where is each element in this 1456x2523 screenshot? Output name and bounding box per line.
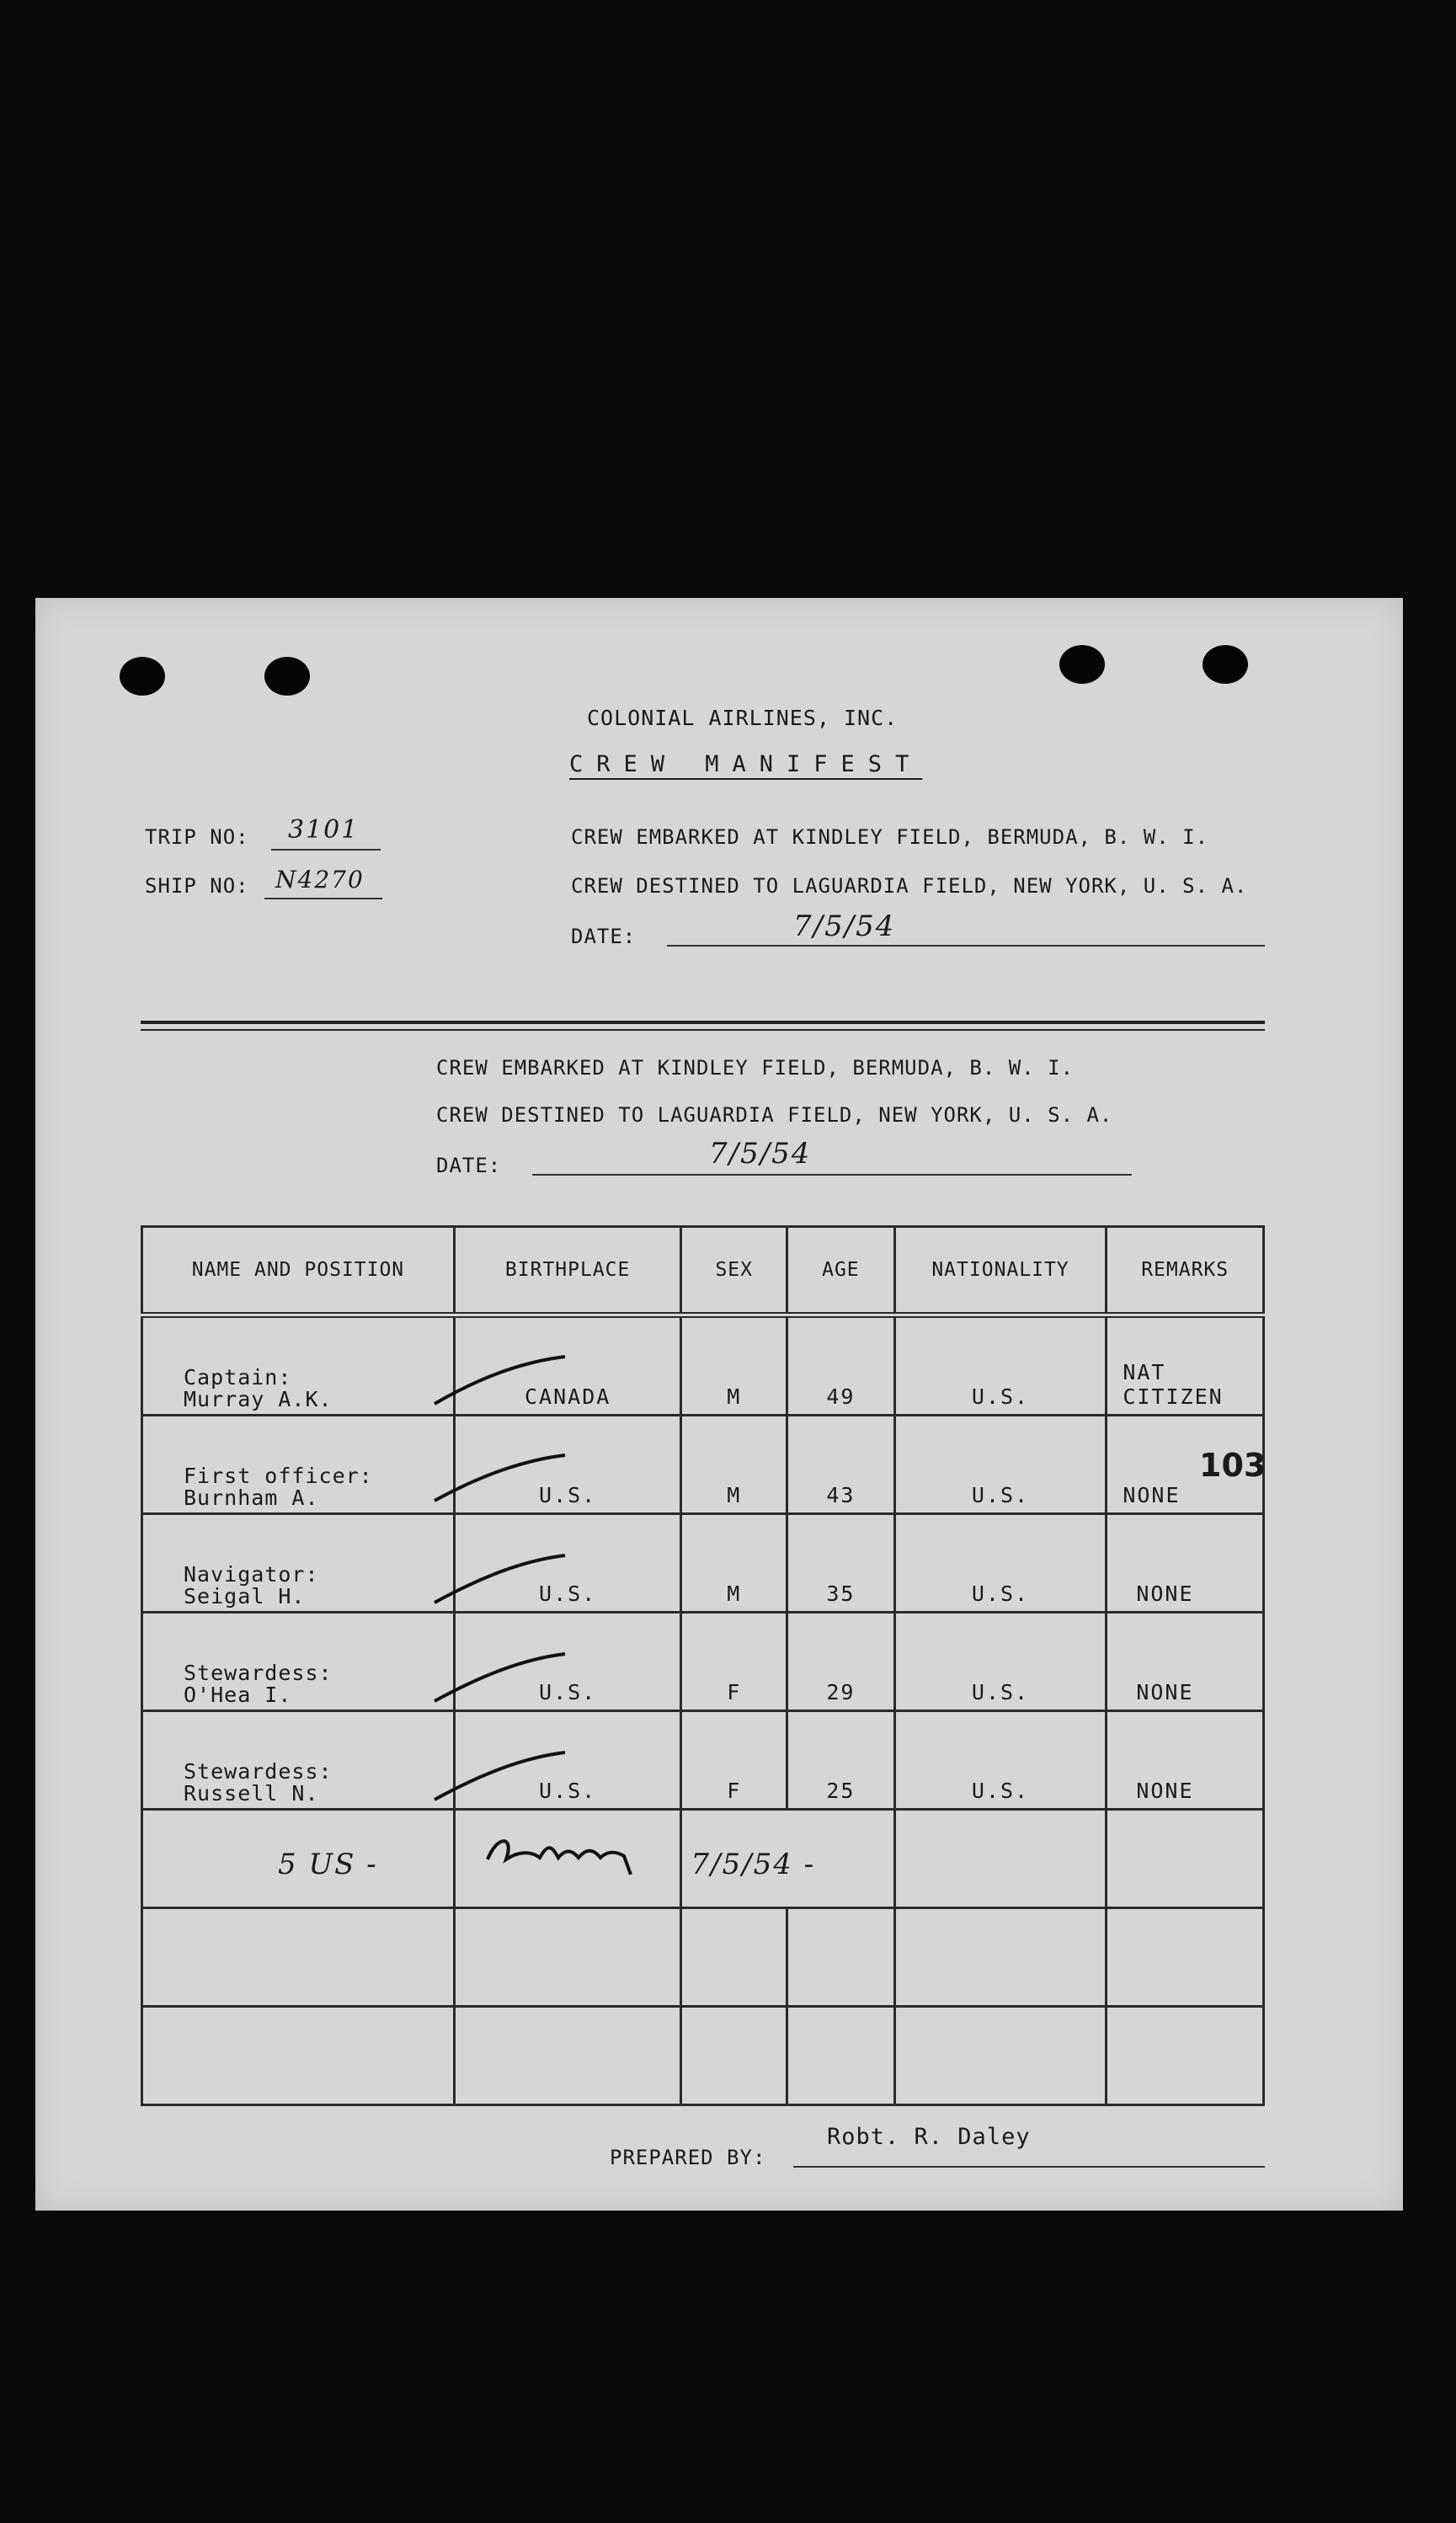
- birthplace-cell: U.S.: [539, 1680, 597, 1704]
- birthplace-cell: U.S.: [539, 1483, 597, 1507]
- age-cell: 29: [826, 1680, 856, 1704]
- table-row: [142, 1514, 1264, 1613]
- top-date-label: DATE:: [571, 925, 637, 948]
- top-embarked-line: CREW EMBARKED AT KINDLEY FIELD, BERMUDA, B. W. I.: [571, 825, 1209, 849]
- manifest-page: [35, 598, 1403, 2211]
- punch-hole: [120, 657, 165, 696]
- column-header: NATIONALITY: [894, 1227, 1107, 1315]
- crew-name-position: Navigator: Seigal H.: [184, 1562, 319, 1608]
- age-cell: 25: [826, 1779, 856, 1803]
- date-value: 7/5/54: [709, 1137, 812, 1171]
- age-cell: 43: [826, 1483, 856, 1507]
- table-row: [142, 1315, 1264, 1416]
- company-name: COLONIAL AIRLINES, INC.: [587, 706, 899, 730]
- handwritten-count: 5 US -: [278, 1848, 378, 1881]
- section-divider: [141, 1029, 1265, 1031]
- prepared-by-underline: [793, 2166, 1265, 2168]
- destined-line: CREW DESTINED TO LAGUARDIA FIELD, NEW YORK, U. S. A.: [436, 1103, 1113, 1127]
- nationality-cell: U.S.: [971, 1483, 1030, 1507]
- section-divider: [141, 1021, 1265, 1024]
- embarked-line: CREW EMBARKED AT KINDLEY FIELD, BERMUDA, B. W. I.: [436, 1056, 1075, 1080]
- column-header: REMARKS: [1107, 1227, 1264, 1315]
- table-row: [142, 1711, 1264, 1810]
- column-header: SEX: [681, 1227, 787, 1315]
- trip-number: 3101: [288, 815, 360, 845]
- ship-label: SHIP NO:: [145, 874, 249, 898]
- column-header: BIRTHPLACE: [454, 1227, 680, 1315]
- crew-table: [141, 1225, 1265, 2106]
- table-row: [142, 1613, 1264, 1711]
- document-title: CREW MANIFEST: [569, 751, 923, 777]
- prepared-by-name: Robt. R. Daley: [827, 2124, 1031, 2150]
- crew-name-position: Stewardess: O'Hea I.: [184, 1661, 333, 1707]
- birthplace-cell: U.S.: [539, 1779, 597, 1803]
- crew-name-position: First officer: Burnham A.: [184, 1464, 373, 1510]
- remarks-cell: NONE: [1136, 1779, 1194, 1803]
- remarks-cell: NONE: [1136, 1680, 1194, 1704]
- remarks-cell: NAT CITIZEN: [1123, 1360, 1224, 1409]
- sex-cell: M: [727, 1582, 742, 1606]
- age-cell: 49: [826, 1384, 856, 1409]
- table-header-row: [142, 1227, 1264, 1315]
- punch-hole: [264, 657, 310, 696]
- trip-underline: [271, 849, 381, 851]
- punch-hole: [1059, 645, 1105, 684]
- crew-name-position: Captain: Murray A.K.: [184, 1365, 333, 1411]
- crew-name-position: Stewardess: Russell N.: [184, 1759, 333, 1806]
- page-number-stamp: 103: [1199, 1447, 1267, 1484]
- prepared-by-label: PREPARED BY:: [610, 2146, 766, 2169]
- top-date-underline: [667, 945, 1265, 947]
- column-header: NAME AND POSITION: [142, 1227, 455, 1315]
- nationality-cell: U.S.: [971, 1582, 1030, 1606]
- nationality-cell: U.S.: [971, 1384, 1030, 1409]
- nationality-cell: U.S.: [971, 1680, 1030, 1704]
- date-underline: [532, 1174, 1132, 1176]
- sex-cell: F: [727, 1779, 742, 1803]
- remarks-cell: NONE: [1123, 1483, 1181, 1507]
- trip-label: TRIP NO:: [145, 825, 249, 849]
- table-row: [142, 1416, 1264, 1514]
- handwritten-signature: [481, 1826, 649, 1876]
- handwritten-date: 7/5/54 -: [691, 1848, 816, 1881]
- birthplace-cell: U.S.: [539, 1582, 597, 1606]
- ship-underline: [264, 898, 382, 899]
- age-cell: 35: [826, 1582, 856, 1606]
- nationality-cell: U.S.: [971, 1779, 1030, 1803]
- sex-cell: M: [727, 1483, 742, 1507]
- date-label: DATE:: [436, 1154, 502, 1177]
- birthplace-cell: CANADA: [524, 1384, 611, 1409]
- sex-cell: F: [727, 1680, 742, 1704]
- column-header: AGE: [787, 1227, 895, 1315]
- punch-hole: [1203, 645, 1248, 684]
- top-destined-line: CREW DESTINED TO LAGUARDIA FIELD, NEW YORK, U. S. A.: [571, 874, 1248, 898]
- table-row-handwritten: [142, 1810, 1264, 1908]
- remarks-cell: NONE: [1136, 1582, 1194, 1606]
- ship-number: N4270: [275, 866, 365, 893]
- top-date-value: 7/5/54: [793, 909, 896, 943]
- sex-cell: M: [727, 1384, 742, 1409]
